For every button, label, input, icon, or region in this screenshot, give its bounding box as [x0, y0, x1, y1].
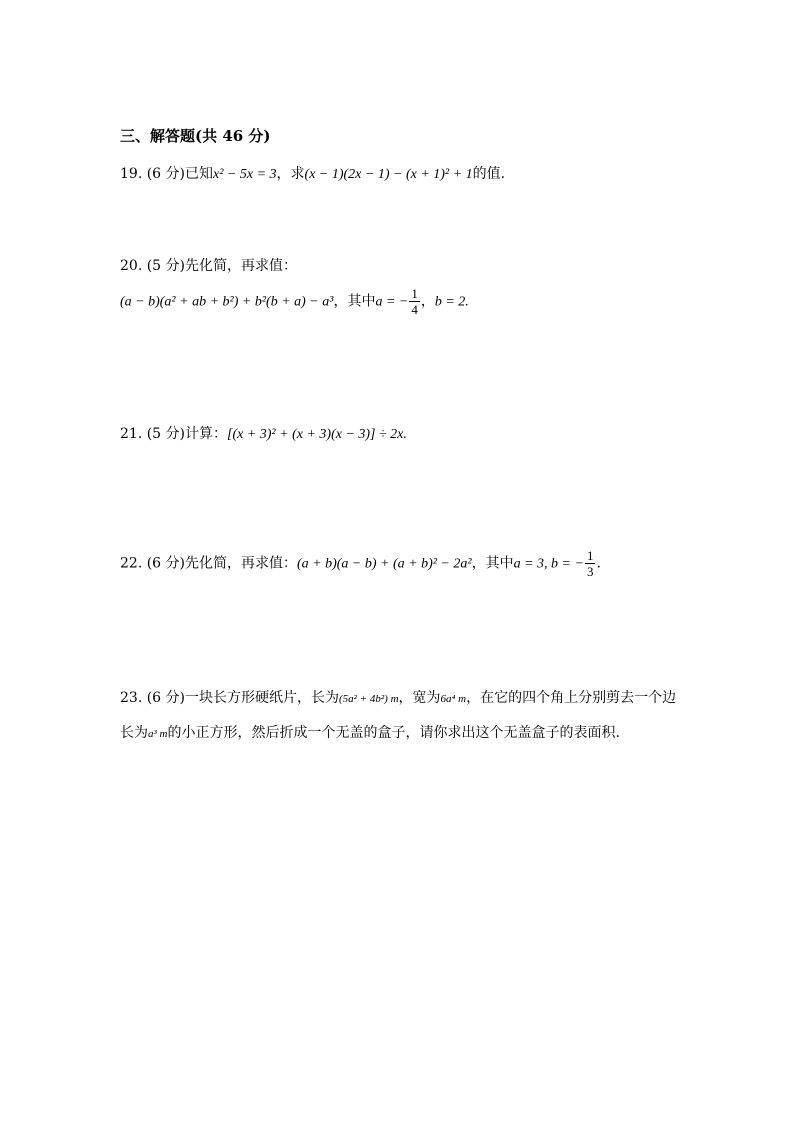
q23-length: (5a² + 4b²) m	[339, 693, 399, 705]
q23-width: 6a⁴ m	[440, 693, 467, 705]
q19-condition: x² − 5x = 3	[213, 167, 277, 182]
q22-end: .	[596, 555, 601, 572]
q20-separator: ，	[420, 293, 435, 310]
q23-text-2: ，宽为	[398, 690, 441, 706]
q22-prefix: 22. (6 分)先化简，再求值：	[120, 555, 297, 572]
q20-fraction-denominator: 4	[411, 302, 418, 317]
q22-fraction	[585, 549, 596, 578]
q20-b-value: b = 2.	[434, 294, 469, 310]
q23-side: a³ m	[148, 728, 168, 740]
q22-mid-text: ，其中	[471, 555, 514, 572]
q21-prefix: 21. (5 分)计算：	[120, 426, 227, 442]
q23-text-4: 的小正方形，然后折成一个无盖的盒子，请你求出这个无盖盒子的表面积.	[167, 725, 620, 741]
q20-a-value: a = −	[375, 294, 409, 310]
question-20-body	[120, 287, 469, 316]
q23-text-1: 23. (6 分)一块长方形硬纸片，长为	[120, 690, 339, 706]
q19-suffix: 的值.	[472, 166, 506, 182]
question-23	[120, 681, 680, 751]
q20-fraction-numerator: 1	[411, 286, 418, 301]
q22-fraction-numerator: 1	[586, 548, 594, 563]
q23-text-3: ，在它的四个角上分别剪去一个边长为	[120, 690, 677, 741]
question-22	[120, 549, 601, 578]
q21-expression: [(x + 3)² + (x + 3)(x − 3)] ÷ 2x.	[227, 427, 407, 442]
q20-fraction	[409, 287, 420, 316]
question-19	[120, 167, 505, 182]
q20-expression: (a − b)(a² + ab + b²) + b²(b + a) − a³	[120, 294, 334, 310]
question-21	[120, 427, 407, 442]
q19-expression: (x − 1)(2x − 1) − (x + 1)² + 1	[304, 167, 473, 182]
q22-expression: (a + b)(a − b) + (a + b)² − 2a²	[297, 556, 472, 572]
question-20-title: 20. (5 分)先化简，再求值：	[120, 258, 297, 274]
q22-fraction-denominator: 3	[586, 564, 594, 579]
q19-prefix: 19. (6 分)已知	[120, 166, 213, 182]
q22-values: a = 3, b = −	[513, 556, 584, 572]
q19-mid-text: ，求	[276, 166, 305, 182]
q20-mid-text: ，其中	[333, 293, 376, 310]
section-heading: 三、解答题(共 46 分)	[120, 127, 271, 145]
